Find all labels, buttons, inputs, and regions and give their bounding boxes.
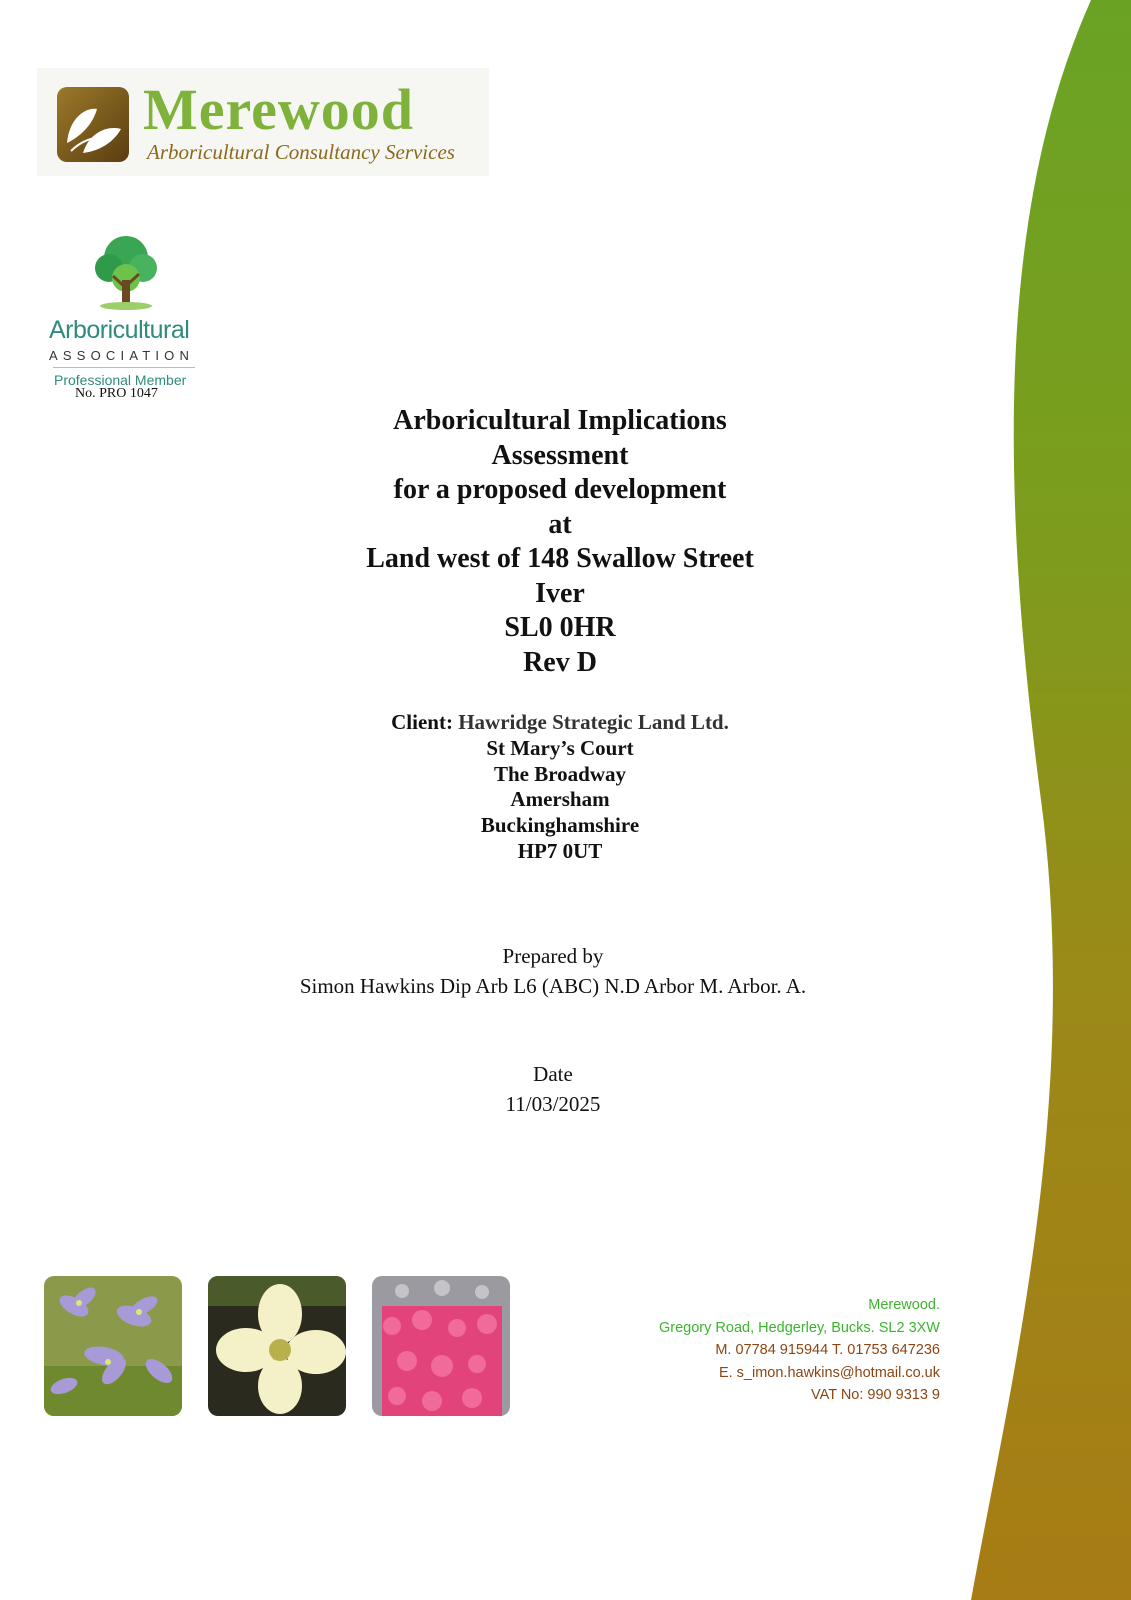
client-label: Client: [391, 710, 453, 734]
decorative-swoosh [971, 0, 1131, 1600]
association-word: Arboricultural [49, 316, 190, 344]
association-subtitle: ASSOCIATION [49, 348, 195, 363]
client-address-line: Amersham [510, 787, 610, 812]
company-address: Gregory Road, Hedgerley, Bucks. SL2 3XW [659, 1319, 940, 1336]
client-address-line: HP7 0UT [517, 838, 603, 863]
tree-icon [91, 232, 161, 314]
membership-level: Professional Member [54, 372, 187, 388]
date-label: Date [533, 1062, 573, 1086]
photo-clematis [44, 1276, 182, 1416]
title-line: SL0 0HR [504, 612, 616, 643]
client-address-line: The Broadway [493, 761, 627, 786]
leaf-icon [57, 87, 129, 162]
title-line: Assessment [491, 439, 629, 471]
brand-tagline: Arboricultural Consultancy Services [147, 140, 455, 164]
date-value: 11/03/2025 [505, 1092, 601, 1116]
brand-name: Merewood [143, 77, 415, 142]
merewood-logo [37, 68, 489, 176]
company-name: Merewood. [868, 1297, 940, 1313]
client-address-line: St Mary’s Court [486, 735, 634, 760]
badge-divider [53, 367, 195, 368]
contact-details [659, 1294, 940, 1407]
report-title [240, 404, 880, 680]
client-details [280, 710, 840, 865]
title-line: Rev D [523, 646, 597, 678]
photo-pink-flowers [372, 1276, 510, 1416]
client-name: Hawridge Strategic Land Ltd. [458, 710, 729, 734]
photo-dogwood [208, 1276, 346, 1416]
membership-number: No. PRO 1047 [75, 386, 158, 401]
title-line: for a proposed development [393, 474, 727, 505]
phone-numbers: M. 07784 915944 T. 01753 647236 [715, 1342, 940, 1358]
client-address-line: Buckinghamshire [480, 813, 640, 838]
title-line: Arboricultural Implications [393, 405, 727, 436]
email-address: E. s_imon.hawkins@hotmail.co.uk [718, 1364, 940, 1381]
title-line: Land west of 148 Swallow Street [366, 543, 754, 574]
title-line: at [548, 508, 572, 540]
association-badge [45, 232, 210, 402]
prepared-by-name: Simon Hawkins Dip Arb L6 (ABC) N.D Arbor M. Arbor. A. [299, 974, 807, 998]
vat-number: VAT No: 990 9313 9 [811, 1387, 940, 1403]
prepared-by-label: Prepared by [502, 944, 604, 968]
title-line: Iver [535, 577, 585, 609]
